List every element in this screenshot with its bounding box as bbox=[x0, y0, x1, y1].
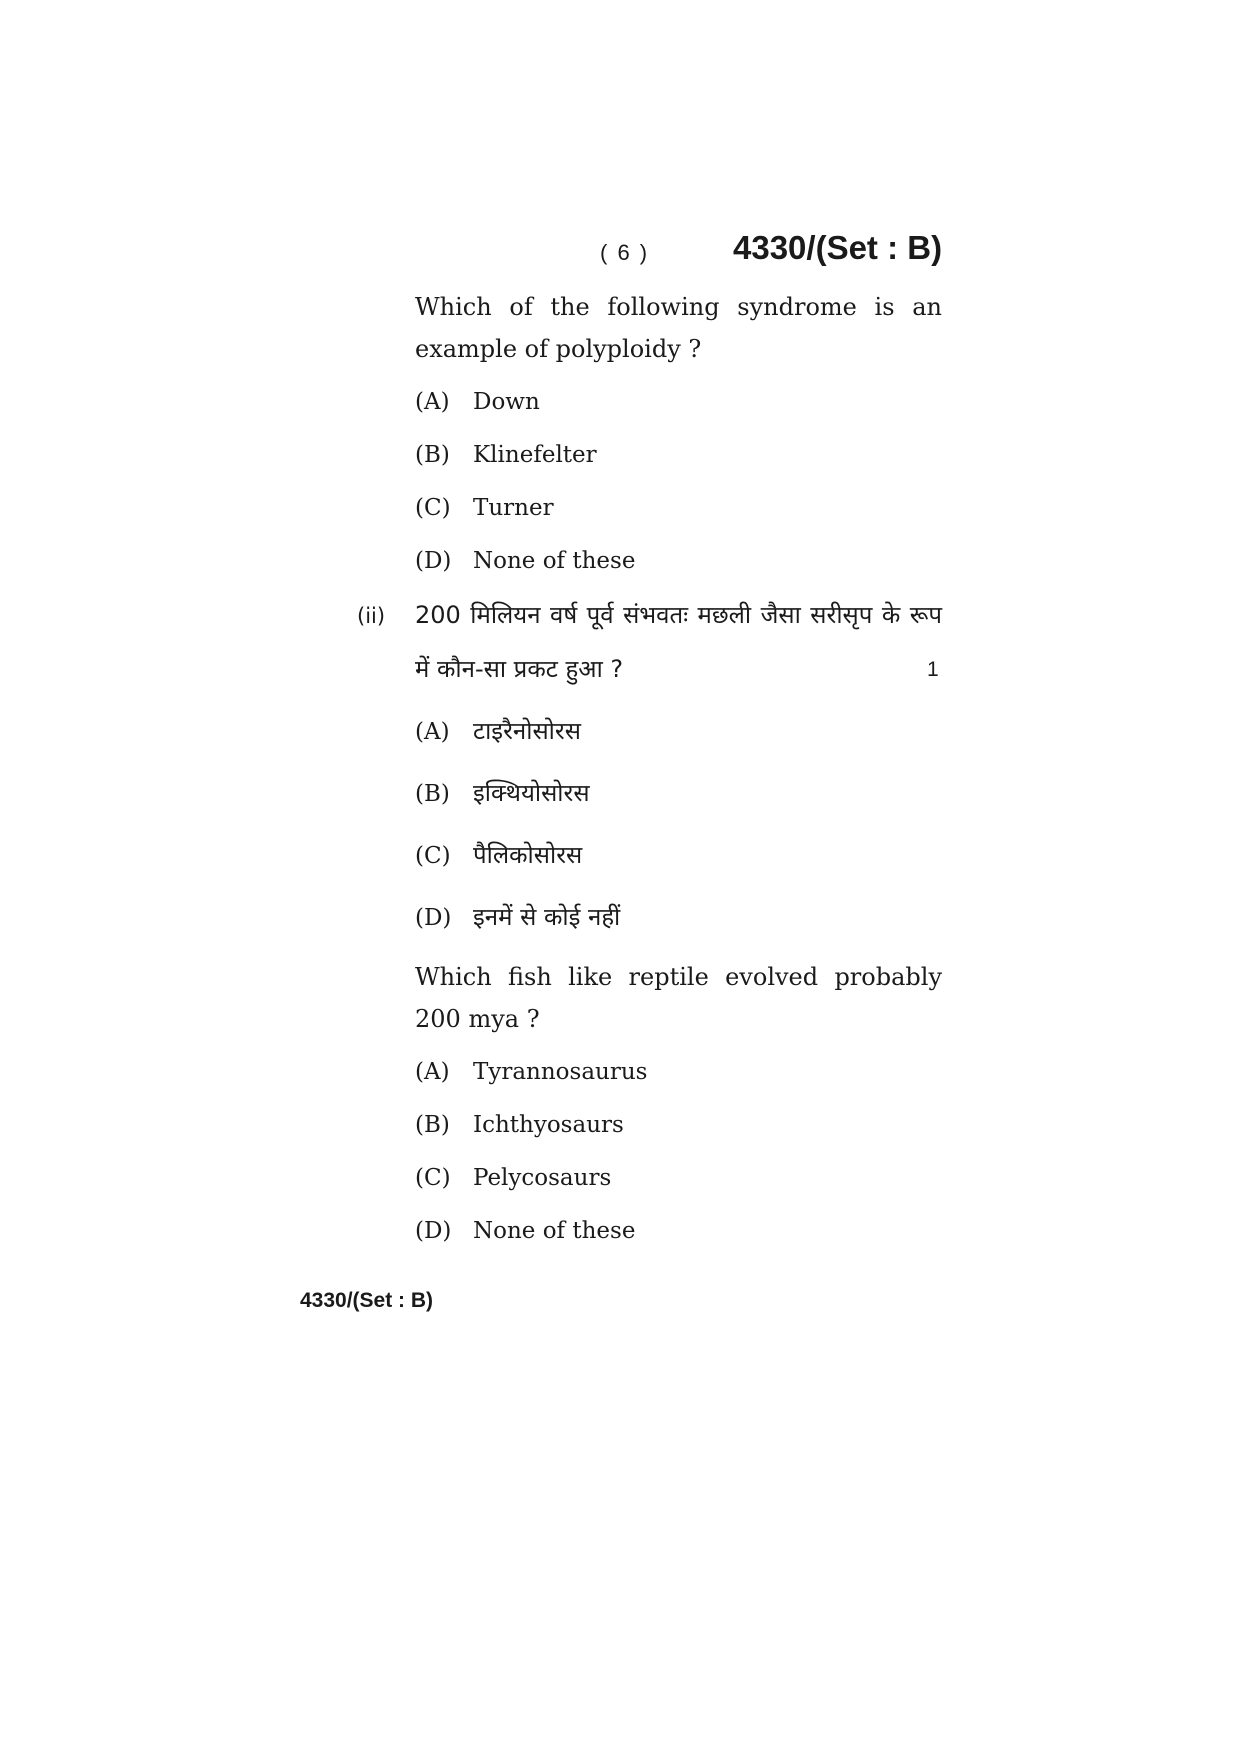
paper-code-header: 4330/(Set : B) bbox=[733, 229, 943, 266]
q2-marks: 1 bbox=[927, 658, 939, 681]
q2-option-b-text: Ichthyosaurs bbox=[473, 1112, 624, 1138]
q1-option-a-text: Down bbox=[473, 389, 540, 415]
q2-hindi-option-b-label: (B) bbox=[415, 781, 450, 807]
q1-english-line1: Which of the following syndrome is an bbox=[415, 293, 942, 321]
q1-option-b-label: (B) bbox=[415, 442, 450, 468]
q1-option-c-label: (C) bbox=[415, 495, 451, 521]
q2-option-d-label: (D) bbox=[415, 1218, 452, 1244]
q2-number: (ii) bbox=[357, 604, 386, 628]
q2-english-line1: Which fish like reptile evolved probably bbox=[415, 963, 942, 991]
q1-option-b-text: Klinefelter bbox=[473, 442, 597, 468]
q1-option-d-label: (D) bbox=[415, 548, 452, 574]
q2-option-c-text: Pelycosaurs bbox=[473, 1165, 612, 1191]
q2-hindi-option-c-text: पैलिकोसोरस bbox=[473, 841, 583, 869]
q1-english-line2: example of polyploidy ? bbox=[415, 335, 702, 363]
q2-hindi-option-a-text: टाइरैनोसोरस bbox=[473, 717, 581, 745]
q1-option-d-text: None of these bbox=[473, 548, 636, 574]
paper-code-footer: 4330/(Set : B) bbox=[300, 1289, 434, 1312]
q2-hindi-option-b-text: इक्थियोसोरस bbox=[473, 779, 590, 807]
q2-option-b-label: (B) bbox=[415, 1112, 450, 1138]
q2-english-line2: 200 mya ? bbox=[415, 1005, 540, 1033]
q2-hindi-option-c-label: (C) bbox=[415, 843, 451, 869]
q2-option-a-text: Tyrannosaurus bbox=[473, 1059, 648, 1085]
q2-option-a-label: (A) bbox=[415, 1059, 450, 1085]
q2-hindi-option-d-text: इनमें से कोई नहीं bbox=[473, 903, 621, 931]
q2-hindi-line1: 200 मिलियन वर्ष पूर्व संभवतः मछली जैसा सरीसृप के रूप bbox=[415, 601, 942, 629]
q1-option-a-label: (A) bbox=[415, 389, 450, 415]
q2-option-d-text: None of these bbox=[473, 1218, 636, 1244]
q2-hindi-line2: में कौन-सा प्रकट हुआ ? bbox=[415, 655, 624, 683]
q2-option-c-label: (C) bbox=[415, 1165, 451, 1191]
q2-hindi-option-d-label: (D) bbox=[415, 905, 452, 931]
q2-hindi-option-a-label: (A) bbox=[415, 719, 450, 745]
q1-option-c-text: Turner bbox=[473, 495, 554, 521]
page-number: ( 6 ) bbox=[600, 240, 650, 265]
